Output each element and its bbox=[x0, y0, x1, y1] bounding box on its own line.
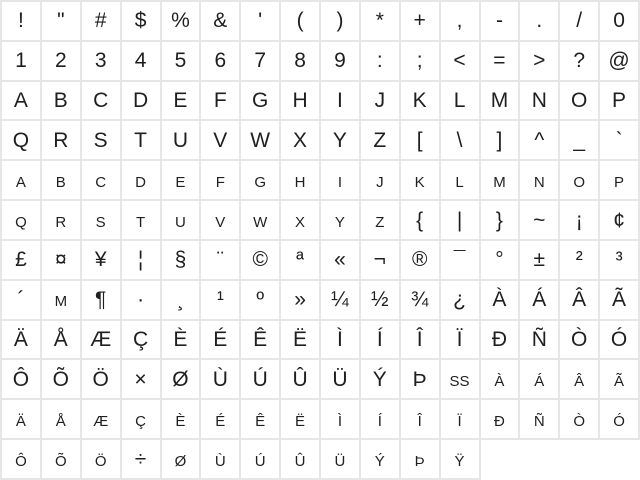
glyph-cell[interactable]: ¯ bbox=[441, 241, 481, 281]
glyph-cell[interactable]: 1 bbox=[2, 42, 42, 82]
glyph-cell[interactable]: © bbox=[241, 241, 281, 281]
glyph-cell[interactable]: q bbox=[2, 201, 42, 241]
glyph-cell[interactable]: 4 bbox=[122, 42, 162, 82]
glyph-cell[interactable]: o bbox=[560, 161, 600, 201]
glyph-cell[interactable]: ò bbox=[560, 400, 600, 440]
glyph-cell[interactable]: Ö bbox=[82, 360, 122, 400]
glyph-cell[interactable]: 8 bbox=[281, 42, 321, 82]
glyph-cell[interactable]: ¦ bbox=[122, 241, 162, 281]
glyph-cell[interactable]: P bbox=[600, 82, 640, 122]
glyph-cell[interactable]: Ù bbox=[201, 360, 241, 400]
glyph-cell[interactable]: : bbox=[361, 42, 401, 82]
glyph-cell[interactable]: y bbox=[321, 201, 361, 241]
glyph-cell[interactable]: 3 bbox=[82, 42, 122, 82]
glyph-cell[interactable]: ± bbox=[520, 241, 560, 281]
glyph-cell[interactable]: > bbox=[520, 42, 560, 82]
glyph-cell[interactable]: . bbox=[520, 2, 560, 42]
glyph-cell[interactable]: ä bbox=[2, 400, 42, 440]
glyph-cell[interactable]: * bbox=[361, 2, 401, 42]
glyph-cell[interactable]: ~ bbox=[520, 201, 560, 241]
glyph-cell[interactable]: F bbox=[201, 82, 241, 122]
glyph-cell[interactable]: ¥ bbox=[82, 241, 122, 281]
glyph-cell[interactable]: Ä bbox=[2, 321, 42, 361]
glyph-cell[interactable]: ã bbox=[600, 360, 640, 400]
glyph-cell[interactable]: ® bbox=[401, 241, 441, 281]
glyph-cell[interactable]: º bbox=[241, 281, 281, 321]
glyph-cell[interactable]: u bbox=[162, 201, 202, 241]
glyph-cell[interactable]: ¨ bbox=[201, 241, 241, 281]
glyph-cell[interactable]: / bbox=[560, 2, 600, 42]
glyph-cell[interactable]: å bbox=[42, 400, 82, 440]
glyph-cell[interactable]: Î bbox=[401, 321, 441, 361]
glyph-cell[interactable]: È bbox=[162, 321, 202, 361]
glyph-cell[interactable]: = bbox=[481, 42, 521, 82]
glyph-cell[interactable]: { bbox=[401, 201, 441, 241]
glyph-cell[interactable]: K bbox=[401, 82, 441, 122]
glyph-cell[interactable]: Ò bbox=[560, 321, 600, 361]
glyph-cell[interactable]: Þ bbox=[401, 360, 441, 400]
glyph-cell[interactable]: b bbox=[42, 161, 82, 201]
glyph-cell[interactable]: j bbox=[361, 161, 401, 201]
glyph-cell[interactable]: L bbox=[441, 82, 481, 122]
glyph-cell[interactable]: t bbox=[122, 201, 162, 241]
glyph-cell[interactable]: É bbox=[201, 321, 241, 361]
glyph-cell[interactable]: À bbox=[481, 281, 521, 321]
glyph-cell[interactable]: Q bbox=[2, 121, 42, 161]
glyph-cell[interactable]: ' bbox=[241, 2, 281, 42]
glyph-cell[interactable]: T bbox=[122, 121, 162, 161]
glyph-cell[interactable]: ú bbox=[241, 440, 281, 480]
glyph-cell[interactable]: ñ bbox=[520, 400, 560, 440]
glyph-cell[interactable]: ´ bbox=[2, 281, 42, 321]
glyph-cell[interactable]: Í bbox=[361, 321, 401, 361]
glyph-cell[interactable]: } bbox=[481, 201, 521, 241]
glyph-cell[interactable]: m bbox=[481, 161, 521, 201]
glyph-cell[interactable]: B bbox=[42, 82, 82, 122]
glyph-cell[interactable]: ÷ bbox=[122, 440, 162, 480]
glyph-cell[interactable]: J bbox=[361, 82, 401, 122]
glyph-cell[interactable]: w bbox=[241, 201, 281, 241]
glyph-cell[interactable]: ¹ bbox=[201, 281, 241, 321]
glyph-cell[interactable]: § bbox=[162, 241, 202, 281]
glyph-cell[interactable]: ¾ bbox=[401, 281, 441, 321]
glyph-cell[interactable]: Á bbox=[520, 281, 560, 321]
glyph-cell[interactable]: æ bbox=[82, 400, 122, 440]
glyph-cell[interactable]: × bbox=[122, 360, 162, 400]
glyph-cell[interactable]: < bbox=[441, 42, 481, 82]
glyph-cell[interactable]: û bbox=[281, 440, 321, 480]
glyph-cell[interactable]: @ bbox=[600, 42, 640, 82]
glyph-cell[interactable]: ï bbox=[441, 400, 481, 440]
glyph-cell[interactable]: ë bbox=[281, 400, 321, 440]
glyph-cell[interactable]: ì bbox=[321, 400, 361, 440]
glyph-cell[interactable]: f bbox=[201, 161, 241, 201]
glyph-cell[interactable]: # bbox=[82, 2, 122, 42]
glyph-cell[interactable]: Â bbox=[560, 281, 600, 321]
glyph-cell[interactable]: ÿ bbox=[441, 440, 481, 480]
glyph-cell[interactable]: ø bbox=[162, 440, 202, 480]
glyph-cell[interactable]: Ê bbox=[241, 321, 281, 361]
glyph-cell[interactable]: Ó bbox=[600, 321, 640, 361]
glyph-cell[interactable]: - bbox=[481, 2, 521, 42]
glyph-cell[interactable]: k bbox=[401, 161, 441, 201]
glyph-cell[interactable]: õ bbox=[42, 440, 82, 480]
glyph-cell[interactable]: Ô bbox=[2, 360, 42, 400]
glyph-cell[interactable]: D bbox=[122, 82, 162, 122]
glyph-cell[interactable]: p bbox=[600, 161, 640, 201]
glyph-cell[interactable]: Ý bbox=[361, 360, 401, 400]
glyph-cell[interactable]: è bbox=[162, 400, 202, 440]
glyph-cell[interactable]: ½ bbox=[361, 281, 401, 321]
glyph-cell[interactable]: ý bbox=[361, 440, 401, 480]
glyph-cell[interactable]: i bbox=[321, 161, 361, 201]
glyph-cell[interactable]: Å bbox=[42, 321, 82, 361]
glyph-cell[interactable]: e bbox=[162, 161, 202, 201]
glyph-cell[interactable]: N bbox=[520, 82, 560, 122]
glyph-cell[interactable]: ^ bbox=[520, 121, 560, 161]
glyph-cell[interactable]: " bbox=[42, 2, 82, 42]
glyph-cell[interactable]: 9 bbox=[321, 42, 361, 82]
glyph-cell[interactable]: Ú bbox=[241, 360, 281, 400]
glyph-cell[interactable]: ! bbox=[2, 2, 42, 42]
glyph-cell[interactable]: 6 bbox=[201, 42, 241, 82]
glyph-cell[interactable]: ] bbox=[481, 121, 521, 161]
glyph-cell[interactable]: S bbox=[82, 121, 122, 161]
glyph-cell[interactable]: ö bbox=[82, 440, 122, 480]
glyph-cell[interactable]: î bbox=[401, 400, 441, 440]
glyph-cell[interactable]: _ bbox=[560, 121, 600, 161]
glyph-cell[interactable]: l bbox=[441, 161, 481, 201]
glyph-cell[interactable]: µ bbox=[42, 281, 82, 321]
glyph-cell[interactable]: ( bbox=[281, 2, 321, 42]
glyph-cell[interactable]: á bbox=[520, 360, 560, 400]
glyph-cell[interactable]: v bbox=[201, 201, 241, 241]
glyph-cell[interactable]: Z bbox=[361, 121, 401, 161]
glyph-cell[interactable]: ª bbox=[281, 241, 321, 281]
glyph-cell[interactable]: Û bbox=[281, 360, 321, 400]
glyph-cell[interactable]: I bbox=[321, 82, 361, 122]
glyph-cell[interactable]: \ bbox=[441, 121, 481, 161]
glyph-cell[interactable]: Ë bbox=[281, 321, 321, 361]
glyph-cell[interactable]: Ï bbox=[441, 321, 481, 361]
glyph-cell[interactable]: ó bbox=[600, 400, 640, 440]
glyph-cell[interactable]: + bbox=[401, 2, 441, 42]
glyph-cell[interactable]: Æ bbox=[82, 321, 122, 361]
glyph-cell[interactable]: ß bbox=[441, 360, 481, 400]
glyph-cell[interactable]: £ bbox=[2, 241, 42, 281]
glyph-cell[interactable]: | bbox=[441, 201, 481, 241]
glyph-cell[interactable]: ¸ bbox=[162, 281, 202, 321]
glyph-cell[interactable]: A bbox=[2, 82, 42, 122]
glyph-cell[interactable]: g bbox=[241, 161, 281, 201]
glyph-cell[interactable]: ° bbox=[481, 241, 521, 281]
glyph-cell[interactable]: W bbox=[241, 121, 281, 161]
glyph-cell[interactable]: G bbox=[241, 82, 281, 122]
glyph-cell[interactable]: V bbox=[201, 121, 241, 161]
glyph-cell[interactable]: 7 bbox=[241, 42, 281, 82]
glyph-cell[interactable]: 0 bbox=[600, 2, 640, 42]
glyph-cell[interactable]: ü bbox=[321, 440, 361, 480]
glyph-cell[interactable]: Ì bbox=[321, 321, 361, 361]
glyph-cell[interactable]: Ð bbox=[481, 321, 521, 361]
glyph-cell[interactable]: X bbox=[281, 121, 321, 161]
glyph-cell[interactable]: â bbox=[560, 360, 600, 400]
glyph-cell[interactable]: þ bbox=[401, 440, 441, 480]
glyph-cell[interactable]: R bbox=[42, 121, 82, 161]
glyph-cell[interactable]: x bbox=[281, 201, 321, 241]
glyph-cell[interactable]: h bbox=[281, 161, 321, 201]
glyph-cell[interactable]: ¤ bbox=[42, 241, 82, 281]
glyph-cell[interactable]: ô bbox=[2, 440, 42, 480]
glyph-cell[interactable]: ² bbox=[560, 241, 600, 281]
glyph-cell[interactable]: $ bbox=[122, 2, 162, 42]
glyph-cell[interactable]: ç bbox=[122, 400, 162, 440]
glyph-cell[interactable]: ³ bbox=[600, 241, 640, 281]
glyph-cell[interactable]: H bbox=[281, 82, 321, 122]
glyph-cell[interactable]: 5 bbox=[162, 42, 202, 82]
glyph-cell[interactable]: « bbox=[321, 241, 361, 281]
glyph-cell[interactable]: ¢ bbox=[600, 201, 640, 241]
glyph-cell[interactable]: Õ bbox=[42, 360, 82, 400]
glyph-cell[interactable]: c bbox=[82, 161, 122, 201]
glyph-cell[interactable]: Ã bbox=[600, 281, 640, 321]
glyph-cell[interactable]: , bbox=[441, 2, 481, 42]
glyph-cell[interactable]: ; bbox=[401, 42, 441, 82]
glyph-cell[interactable]: a bbox=[2, 161, 42, 201]
glyph-cell[interactable]: & bbox=[201, 2, 241, 42]
glyph-cell[interactable]: z bbox=[361, 201, 401, 241]
glyph-cell[interactable]: d bbox=[122, 161, 162, 201]
glyph-cell[interactable]: [ bbox=[401, 121, 441, 161]
glyph-cell[interactable]: · bbox=[122, 281, 162, 321]
glyph-cell[interactable]: C bbox=[82, 82, 122, 122]
glyph-cell[interactable]: ê bbox=[241, 400, 281, 440]
glyph-cell[interactable]: í bbox=[361, 400, 401, 440]
glyph-cell[interactable]: ð bbox=[481, 400, 521, 440]
glyph-cell[interactable]: s bbox=[82, 201, 122, 241]
glyph-cell[interactable]: ¼ bbox=[321, 281, 361, 321]
glyph-cell[interactable]: ` bbox=[600, 121, 640, 161]
glyph-cell[interactable]: ¿ bbox=[441, 281, 481, 321]
glyph-cell[interactable]: ù bbox=[201, 440, 241, 480]
glyph-cell[interactable]: à bbox=[481, 360, 521, 400]
glyph-cell[interactable]: Y bbox=[321, 121, 361, 161]
glyph-cell[interactable]: Ç bbox=[122, 321, 162, 361]
glyph-cell[interactable]: U bbox=[162, 121, 202, 161]
glyph-cell[interactable]: % bbox=[162, 2, 202, 42]
glyph-cell[interactable]: E bbox=[162, 82, 202, 122]
glyph-cell[interactable]: Ø bbox=[162, 360, 202, 400]
glyph-cell[interactable]: ¬ bbox=[361, 241, 401, 281]
glyph-cell[interactable]: ¡ bbox=[560, 201, 600, 241]
glyph-cell[interactable]: O bbox=[560, 82, 600, 122]
glyph-cell[interactable]: ) bbox=[321, 2, 361, 42]
glyph-cell[interactable]: é bbox=[201, 400, 241, 440]
glyph-cell[interactable]: Ü bbox=[321, 360, 361, 400]
glyph-cell[interactable]: ¶ bbox=[82, 281, 122, 321]
glyph-cell[interactable]: 2 bbox=[42, 42, 82, 82]
glyph-cell[interactable]: » bbox=[281, 281, 321, 321]
glyph-cell[interactable]: n bbox=[520, 161, 560, 201]
glyph-cell[interactable]: Ñ bbox=[520, 321, 560, 361]
glyph-cell[interactable]: r bbox=[42, 201, 82, 241]
glyph-cell[interactable]: M bbox=[481, 82, 521, 122]
glyph-cell[interactable]: ? bbox=[560, 42, 600, 82]
